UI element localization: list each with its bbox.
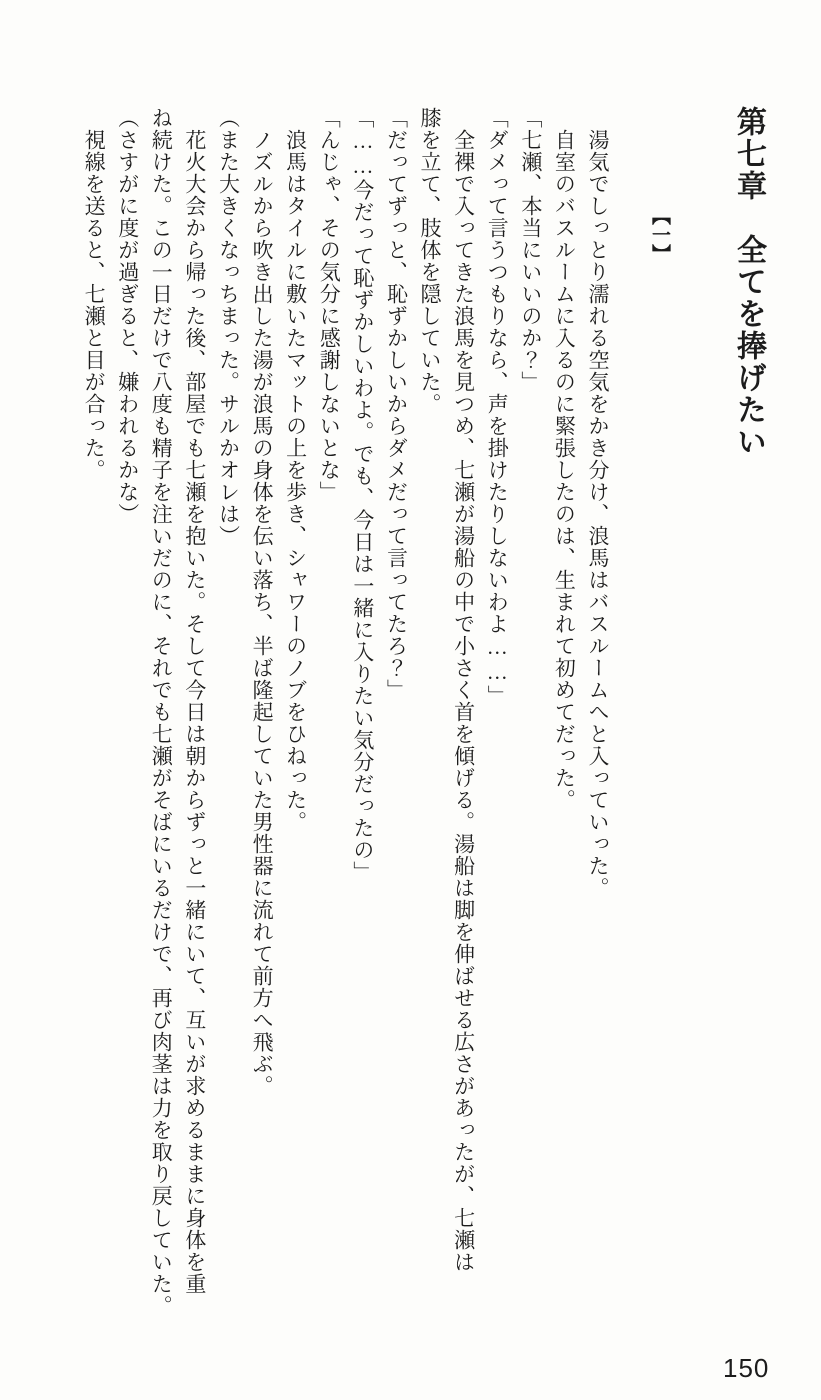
text-line: 自室のバスルームに入るのに緊張したのは、生まれて初めてだった。 [552,107,577,811]
chapter-title: 第七章 全てを捧げたい [732,106,765,458]
text-line: 花火大会から帰った後、部屋でも七瀬を抱いた。そして今日は朝からずっと一緒にいて、互いが求めるままに身体を重 [182,107,207,1295]
text-line: 「んじゃ、その気分に感謝しないとな」 [317,107,342,503]
text-line: 視線を送ると、七瀬と目が合った。 [82,107,107,481]
text-line: 「七瀬、本当にいいのか？」 [518,107,543,393]
text-line: 「だってずっと、恥ずかしいからダメだって言ってたろ？」 [384,107,409,701]
section-marker: 【一】 [649,206,670,263]
text-line: 膝を立て、肢体を隠していた。 [418,107,443,415]
text-line: （さすがに度が過ぎると、嫌われるかな） [115,107,140,525]
text-line: 浪馬はタイルに敷いたマットの上を歩き、シャワーのノブをひねった。 [283,107,308,833]
text-line: ね続けた。この一日だけで八度も精子を注いだのに、それでも七瀬がそばにいるだけで、再び肉茎は力を取り戻していた。 [149,107,174,1317]
body-text [76,107,614,1367]
text-line: （また大きくなっちまった。サルかオレは） [216,107,241,547]
text-line: 全裸で入ってきた浪馬を見つめ、七瀬が湯船の中で小さく首を傾げる。湯船は脚を伸ばせる広さがあったが、七瀬は [451,107,476,1273]
text-line: 「ダメって言うつもりなら、声を掛けたりしないわよ……」 [485,107,510,707]
text-line: ノズルから吹き出した湯が浪馬の身体を伝い落ち、半ば隆起していた男性器に流れて前方へ飛ぶ。 [250,107,275,1097]
text-line: 「……今だって恥ずかしいわよ。でも、今日は一緒に入りたい気分だったの」 [350,107,375,883]
text-line: 湯気でしっとり濡れる空気をかき分け、浪馬はバスルームへと入っていった。 [586,107,610,899]
page-number: 150 [723,1353,770,1383]
